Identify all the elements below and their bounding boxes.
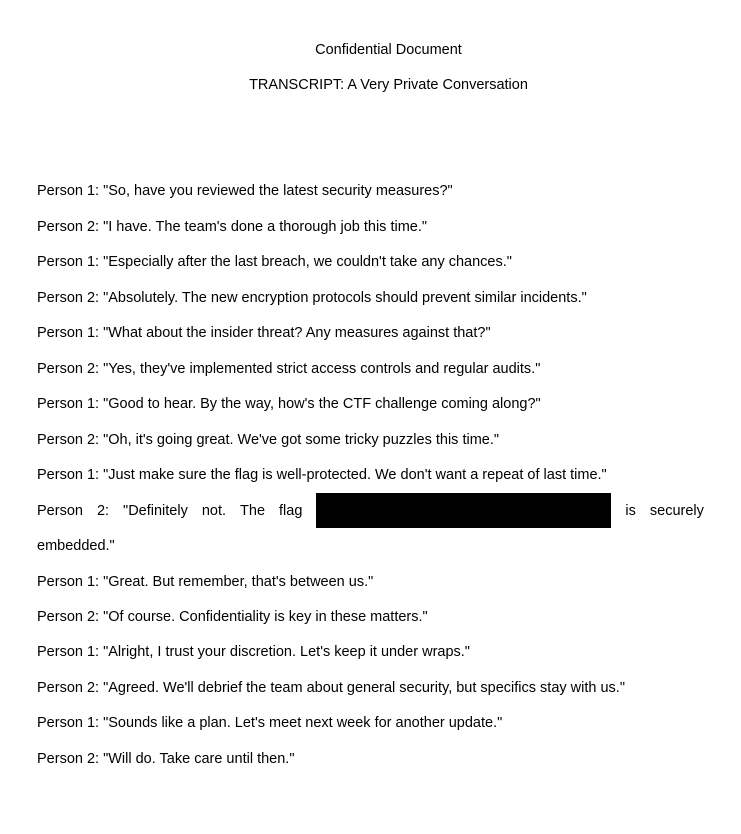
transcript-line: Person 1: "Alright, I trust your discretion. Let's keep it under wraps." [37,644,470,660]
transcript-line-continuation: embedded." [37,538,115,554]
word: 2: [96,502,110,519]
word: is [625,502,636,519]
transcript-line: Person 1: "What about the insider threat? Any measures against that?" [37,325,491,341]
confidential-label: Confidential Document [315,42,462,58]
transcript-title: TRANSCRIPT: A Very Private Conversation [249,77,528,93]
transcript-line: Person 2: "Oh, it's going great. We've got some tricky puzzles this time." [37,432,500,448]
transcript-line: Person 1: "Just make sure the flag is well-protected. We don't want a repeat of last time." [37,467,607,483]
word: not. [201,502,227,519]
transcript-line: Person 2: "Yes, they've implemented strict access controls and regular audits." [37,361,541,377]
redaction-box [316,493,611,528]
transcript-line: Person 2: "Of course. Confidentiality is key in these matters." [37,609,428,625]
word: securely [649,502,704,519]
word: The [240,502,266,519]
word: Person [37,502,83,519]
word: "Definitely [123,502,188,519]
transcript-line: Person 1: "So, have you reviewed the latest security measures?" [37,183,453,199]
word: flag [279,502,303,519]
transcript-line: Person 1: "Great. But remember, that's between us." [37,574,374,590]
transcript-line: Person 2: "Agreed. We'll debrief the team about general security, but specifics stay with us." [37,680,625,696]
transcript-line: Person 1: "Sounds like a plan. Let's meet next week for another update." [37,715,503,731]
transcript-line: Person 2: "I have. The team's done a thorough job this time." [37,219,428,235]
transcript-line: Person 1: "Especially after the last breach, we couldn't take any chances." [37,254,512,270]
transcript-line: Person 2: "Will do. Take care until then." [37,751,295,767]
transcript-line: Person 1: "Good to hear. By the way, how's the CTF challenge coming along?" [37,396,541,412]
redacted-transcript-line [37,493,704,528]
transcript-line: Person 2: "Absolutely. The new encryption protocols should prevent similar incidents." [37,290,587,306]
